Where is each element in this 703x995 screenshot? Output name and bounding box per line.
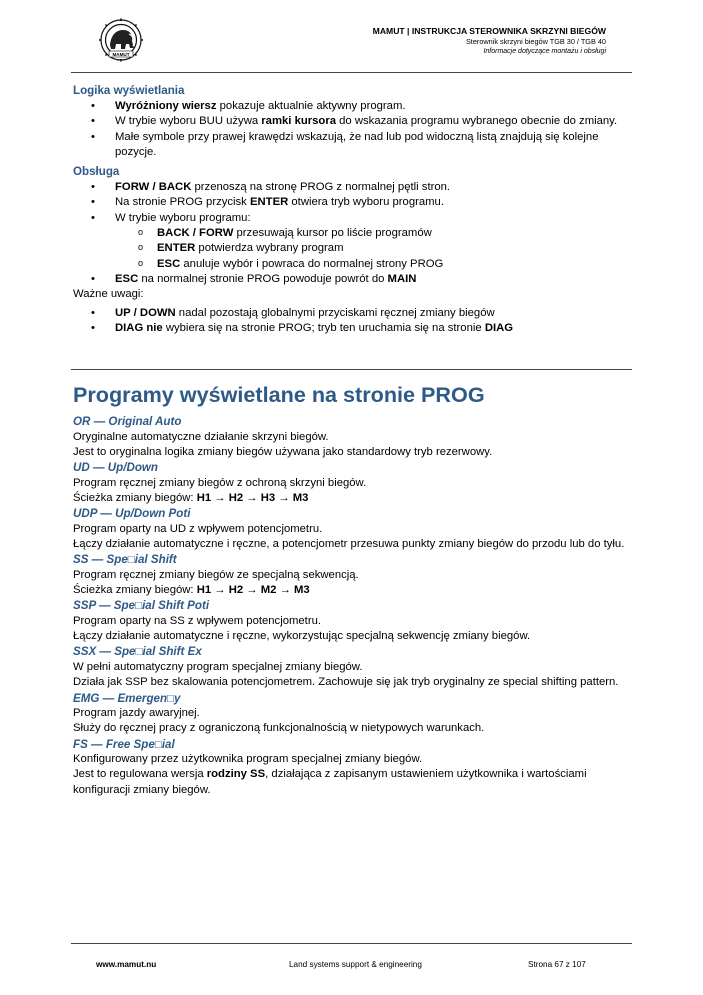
logic-list [73, 99, 633, 160]
notes-heading: Ważne uwagi: [73, 288, 144, 301]
section-divider [71, 369, 632, 370]
program-name: SS — Spe□ial Shift [73, 553, 177, 567]
footer-tagline: Land systems support & engineering [289, 960, 422, 969]
section-heading-logic: Logika wyświetlania [73, 84, 185, 97]
list-item: • W trybie wyboru programu: [73, 211, 633, 226]
footer-website: www.mamut.nu [96, 960, 157, 969]
page-header [0, 0, 703, 72]
list-item: o ESC anuluje wybór i powraca do normalnej strony PROG [73, 257, 633, 272]
list-item: • Małe symbole przy prawej krawędzi wskazują, że nad lub pod widoczną listą znajdują się kolejne pozycje. [73, 130, 633, 161]
list-item: • W trybie wyboru BUU używa ramki kursora do wskazania programu wybranego obecnie do zmiany. [73, 114, 633, 129]
program-emg: EMG — Emergen□y Program jazdy awaryjnej. Służy do ręcznej pracy z ograniczoną funkcjonalnością w nietypowych warunkach. [73, 691, 633, 737]
section-heading-ops: Obsługa [73, 165, 120, 179]
program-name: FS — Free Spe□ial [73, 737, 175, 751]
program-name: SSP — Spe□ial Shift Poti [73, 599, 210, 613]
program-udp: UDP — Up/Down Poti Program oparty na UD z wpływem potencjometru. Łączy działanie automatyczne i ręczne, a potencjometr przesuwa punkty zmiany biegów do przodu lub do tyłu. [73, 506, 633, 552]
svg-text:MAMUT: MAMUT [112, 51, 130, 57]
program-ssp: SSP — Spe□ial Shift Poti Program oparty na SS z wpływem potencjometru. Łączy działanie automatyczne i ręczne, wykorzystując specjalną sekwencję zmiany biegów. [73, 598, 633, 644]
document-note: Informacje dotyczące montażu i obsługi [483, 48, 606, 55]
document-title: MAMUT | INSTRUKCJA STEROWNIKA SKRZYNI BIEGÓW [372, 26, 606, 36]
document-subtitle: Sterownik skrzyni biegów TGB 30 / TGB 40 [465, 37, 606, 46]
list-item: o BACK / FORW przesuwają kursor po liście programów [73, 226, 633, 241]
list-item: • ESC na normalnej stronie PROG powoduje powrót do MAIN [73, 272, 633, 287]
ops-list [73, 180, 633, 226]
programs-section [73, 381, 633, 798]
program-name: UDP — Up/Down Poti [73, 507, 191, 521]
notes-list [73, 306, 633, 337]
program-name: SSX — Spe□ial Shift Ex [73, 645, 202, 659]
list-item: • FORW / BACK przenoszą na stronę PROG z normalnej pętli stron. [73, 180, 633, 195]
footer-divider [71, 943, 632, 944]
program-ss: SS — Spe□ial Shift Program ręcznej zmiany biegów ze specjalną sekwencją. Ścieżka zmiany biegów: H1 → H2 → M2 → M3 [73, 552, 633, 598]
list-item: • Na stronie PROG przycisk ENTER otwiera tryb wyboru programu. [73, 195, 633, 210]
list-item: o ENTER potwierdza wybrany program [73, 241, 633, 256]
list-item: • DIAG nie wybiera się na stronie PROG; tryb ten uruchamia się na stronie DIAG [73, 321, 633, 336]
program-ud: UD — Up/Down Program ręcznej zmiany biegów z ochroną skrzyni biegów. Ścieżka zmiany biegów: H1 → H2 → H3 → M3 [73, 460, 633, 506]
header-divider [71, 72, 632, 73]
program-ssx: SSX — Spe□ial Shift Ex W pełni automatyczny program specjalnej zmiany biegów. Działa jak SSP bez skalowania potencjometrem. Zachowuje się jak tryb oryginalny ze special shifting pattern. [73, 644, 633, 690]
page-content [73, 83, 633, 336]
ops-sublist [73, 226, 633, 272]
list-item: • UP / DOWN nadal pozostają globalnymi przyciskami ręcznej zmiany biegów [73, 306, 633, 321]
program-name: EMG — Emergen□y [73, 691, 181, 705]
program-or: OR — Original Auto Oryginalne automatyczne działanie skrzyni biegów. Jest to oryginalna logika zmiany biegów używana jako standardowy tryb rezerwowy. [73, 414, 633, 460]
program-name: OR — Original Auto [73, 415, 182, 428]
list-item: • Wyróżniony wiersz pokazuje aktualnie aktywny program. [73, 99, 633, 114]
ops-list-end [73, 272, 633, 287]
program-name: UD — Up/Down [73, 461, 159, 475]
program-fs: FS — Free Spe□ial Konfigurowany przez użytkownika program specjalnej zmiany biegów. Jest to regulowana wersja rodziny SS, działająca z zapisanym ustawieniem użytkownika i wartościami konfiguracji zmiany biegów. [73, 737, 633, 798]
section-title: Programy wyświetlane na stronie PROG [73, 382, 485, 407]
mamut-logo [96, 18, 146, 62]
page-number: Strona 67 z 107 [528, 960, 586, 969]
